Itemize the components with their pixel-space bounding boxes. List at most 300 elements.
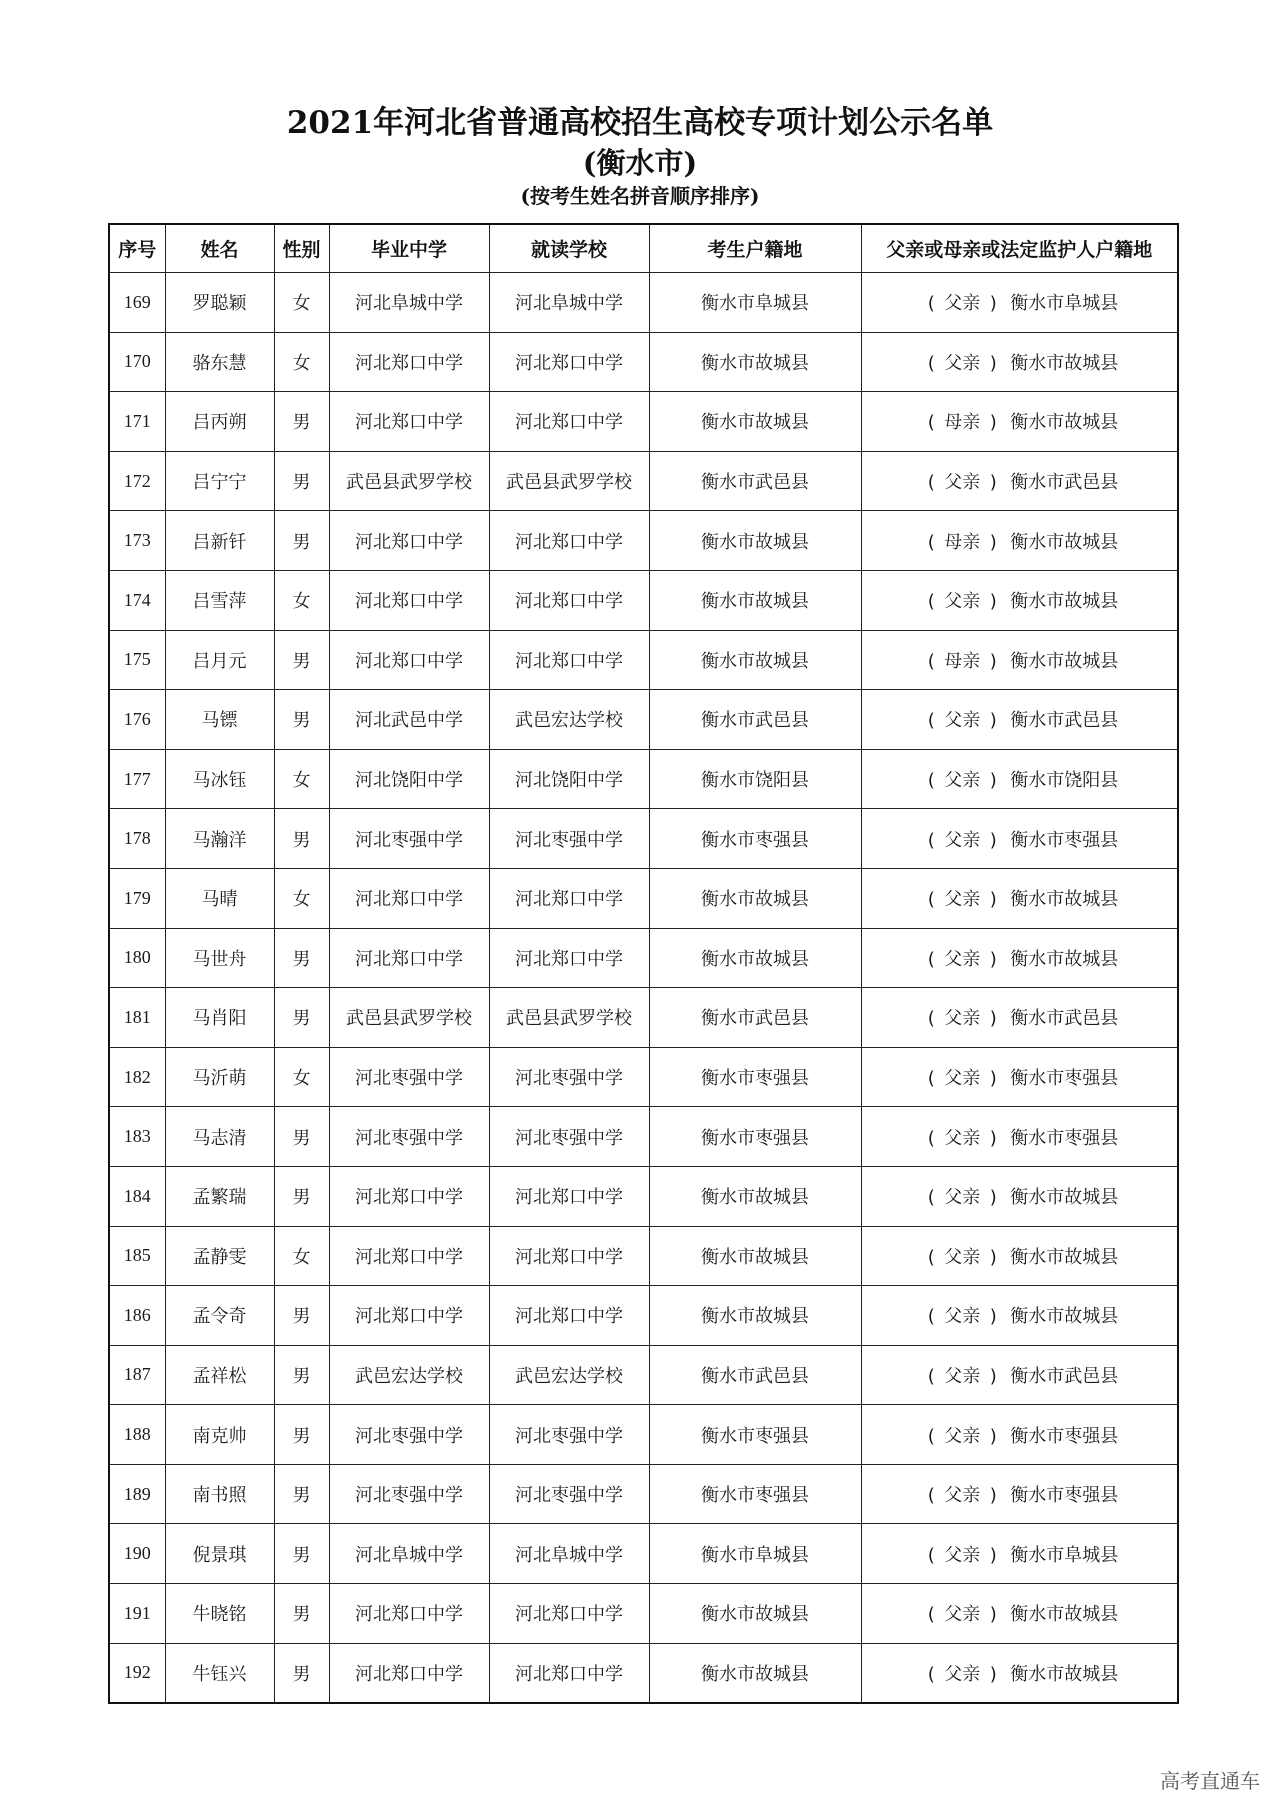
row-no-cell: 192 xyxy=(109,1643,165,1703)
row-guardian-cell xyxy=(861,868,1178,928)
row-guardian-cell xyxy=(861,570,1178,630)
row-name-cell: 吕丙朔 xyxy=(165,392,274,452)
row-hukou-cell: 衡水市故城县 xyxy=(649,868,861,928)
row-name-cell: 马肖阳 xyxy=(165,988,274,1048)
row-no-cell: 177 xyxy=(109,749,165,809)
row-guardian-cell xyxy=(861,630,1178,690)
guardian-info xyxy=(920,1243,1118,1269)
guardian-place: 衡水市故城县 xyxy=(1010,412,1119,434)
guardian-paren-open: ( xyxy=(927,531,935,553)
row-current-school-cell: 武邑宏达学校 xyxy=(489,1345,649,1405)
row-guardian-cell xyxy=(861,392,1178,452)
row-grad-school-cell: 河北郑口中学 xyxy=(329,928,489,988)
guardian-paren-close: ) xyxy=(989,412,997,434)
table-row xyxy=(109,332,1178,392)
guardian-place: 衡水市故城县 xyxy=(1010,1604,1119,1626)
guardian-paren-open: ( xyxy=(927,770,935,792)
guardian-info xyxy=(920,587,1118,613)
row-name-cell: 骆东慧 xyxy=(165,332,274,392)
row-name-cell: 吕宁宁 xyxy=(165,451,274,511)
row-grad-school-cell: 河北枣强中学 xyxy=(329,809,489,869)
row-guardian-cell xyxy=(861,690,1178,750)
guardian-paren-close: ) xyxy=(989,1425,997,1447)
table-row xyxy=(109,749,1178,809)
row-guardian-cell xyxy=(861,332,1178,392)
guardian-relation: 父亲 xyxy=(944,1246,981,1268)
row-gender-cell: 男 xyxy=(274,809,329,869)
row-no-cell: 188 xyxy=(109,1405,165,1465)
table-body xyxy=(109,273,1178,1704)
row-no-cell: 183 xyxy=(109,1107,165,1167)
row-guardian-cell xyxy=(861,1643,1178,1703)
guardian-paren-close: ) xyxy=(989,1544,997,1566)
guardian-paren-close: ) xyxy=(989,650,997,672)
header-no: 序号 xyxy=(109,224,165,273)
row-guardian-cell xyxy=(861,1107,1178,1167)
header-hukou: 考生户籍地 xyxy=(649,224,861,273)
guardian-place: 衡水市故城县 xyxy=(1010,352,1119,374)
row-no-cell: 191 xyxy=(109,1584,165,1644)
guardian-place: 衡水市故城县 xyxy=(1010,889,1119,911)
row-hukou-cell: 衡水市枣强县 xyxy=(649,1107,861,1167)
row-no-cell: 185 xyxy=(109,1226,165,1286)
row-hukou-cell: 衡水市饶阳县 xyxy=(649,749,861,809)
row-name-cell: 孟令奇 xyxy=(165,1286,274,1346)
row-grad-school-cell: 河北郑口中学 xyxy=(329,511,489,571)
row-gender-cell: 男 xyxy=(274,1107,329,1167)
table-row xyxy=(109,570,1178,630)
row-no-cell: 176 xyxy=(109,690,165,750)
document-subtitle: (衡水市) xyxy=(582,146,698,180)
row-hukou-cell: 衡水市故城县 xyxy=(649,1643,861,1703)
row-gender-cell: 男 xyxy=(274,1584,329,1644)
guardian-place: 衡水市阜城县 xyxy=(1010,1544,1119,1566)
guardian-paren-open: ( xyxy=(927,1425,935,1447)
guardian-place: 衡水市武邑县 xyxy=(1010,1008,1119,1030)
row-hukou-cell: 衡水市武邑县 xyxy=(649,690,861,750)
guardian-info xyxy=(920,1422,1118,1448)
guardian-relation: 父亲 xyxy=(944,472,981,494)
row-gender-cell: 男 xyxy=(274,1345,329,1405)
row-grad-school-cell: 武邑县武罗学校 xyxy=(329,988,489,1048)
guardian-info xyxy=(920,1064,1118,1090)
row-current-school-cell: 河北枣强中学 xyxy=(489,1405,649,1465)
row-current-school-cell: 河北阜城中学 xyxy=(489,273,649,333)
table-row xyxy=(109,1643,1178,1703)
guardian-paren-close: ) xyxy=(989,1246,997,1268)
table-row xyxy=(109,1464,1178,1524)
guardian-relation: 父亲 xyxy=(944,1365,981,1387)
row-hukou-cell: 衡水市枣强县 xyxy=(649,1405,861,1465)
guardian-info xyxy=(920,885,1118,911)
guardian-paren-open: ( xyxy=(927,948,935,970)
row-gender-cell: 男 xyxy=(274,1166,329,1226)
row-name-cell: 吕新钎 xyxy=(165,511,274,571)
row-current-school-cell: 河北郑口中学 xyxy=(489,1166,649,1226)
guardian-paren-close: ) xyxy=(989,829,997,851)
guardian-info xyxy=(920,1004,1118,1030)
row-guardian-cell xyxy=(861,1047,1178,1107)
guardian-place: 衡水市故城县 xyxy=(1010,1306,1119,1328)
guardian-paren-close: ) xyxy=(989,1187,997,1209)
row-grad-school-cell: 河北郑口中学 xyxy=(329,1286,489,1346)
row-name-cell: 南书照 xyxy=(165,1464,274,1524)
row-no-cell: 174 xyxy=(109,570,165,630)
row-no-cell: 170 xyxy=(109,332,165,392)
table-row xyxy=(109,273,1178,333)
row-grad-school-cell: 河北饶阳中学 xyxy=(329,749,489,809)
row-gender-cell: 男 xyxy=(274,511,329,571)
row-hukou-cell: 衡水市武邑县 xyxy=(649,451,861,511)
row-hukou-cell: 衡水市枣强县 xyxy=(649,809,861,869)
guardian-info xyxy=(920,1481,1118,1507)
watermark: 高考直通车 xyxy=(1160,1769,1260,1793)
guardian-paren-open: ( xyxy=(927,293,935,315)
guardian-paren-open: ( xyxy=(927,889,935,911)
row-gender-cell: 男 xyxy=(274,1524,329,1584)
row-no-cell: 181 xyxy=(109,988,165,1048)
guardian-paren-close: ) xyxy=(989,1127,997,1149)
row-no-cell: 186 xyxy=(109,1286,165,1346)
guardian-relation: 父亲 xyxy=(944,1008,981,1030)
guardian-info xyxy=(920,1183,1118,1209)
row-guardian-cell xyxy=(861,749,1178,809)
guardian-paren-close: ) xyxy=(989,1068,997,1090)
row-guardian-cell xyxy=(861,451,1178,511)
row-gender-cell: 女 xyxy=(274,1226,329,1286)
guardian-relation: 父亲 xyxy=(944,1604,981,1626)
guardian-relation: 父亲 xyxy=(944,591,981,613)
row-current-school-cell: 武邑宏达学校 xyxy=(489,690,649,750)
row-grad-school-cell: 河北阜城中学 xyxy=(329,273,489,333)
guardian-paren-close: ) xyxy=(989,591,997,613)
guardian-paren-open: ( xyxy=(927,472,935,494)
row-name-cell: 孟静雯 xyxy=(165,1226,274,1286)
guardian-paren-close: ) xyxy=(989,531,997,553)
row-no-cell: 187 xyxy=(109,1345,165,1405)
guardian-info xyxy=(920,1302,1118,1328)
guardian-paren-open: ( xyxy=(927,352,935,374)
row-guardian-cell xyxy=(861,1166,1178,1226)
guardian-paren-open: ( xyxy=(927,1604,935,1626)
row-hukou-cell: 衡水市枣强县 xyxy=(649,1047,861,1107)
row-gender-cell: 男 xyxy=(274,1464,329,1524)
row-name-cell: 罗聪颖 xyxy=(165,273,274,333)
guardian-paren-open: ( xyxy=(927,1008,935,1030)
row-grad-school-cell: 河北郑口中学 xyxy=(329,392,489,452)
guardian-relation: 父亲 xyxy=(944,948,981,970)
row-gender-cell: 男 xyxy=(274,988,329,1048)
row-no-cell: 189 xyxy=(109,1464,165,1524)
row-grad-school-cell: 河北枣强中学 xyxy=(329,1107,489,1167)
row-grad-school-cell: 河北郑口中学 xyxy=(329,1226,489,1286)
guardian-paren-open: ( xyxy=(927,1663,935,1685)
row-no-cell: 169 xyxy=(109,273,165,333)
row-name-cell: 马沂萌 xyxy=(165,1047,274,1107)
guardian-paren-close: ) xyxy=(989,889,997,911)
guardian-place: 衡水市枣强县 xyxy=(1010,1485,1119,1507)
guardian-info xyxy=(920,289,1118,315)
row-gender-cell: 男 xyxy=(274,1643,329,1703)
guardian-info xyxy=(920,468,1118,494)
guardian-info xyxy=(920,826,1118,852)
row-name-cell: 马镖 xyxy=(165,690,274,750)
guardian-place: 衡水市故城县 xyxy=(1010,531,1119,553)
guardian-paren-close: ) xyxy=(989,1365,997,1387)
row-name-cell: 马晴 xyxy=(165,868,274,928)
row-guardian-cell xyxy=(861,511,1178,571)
row-grad-school-cell: 武邑县武罗学校 xyxy=(329,451,489,511)
row-grad-school-cell: 河北郑口中学 xyxy=(329,1166,489,1226)
table-row xyxy=(109,1405,1178,1465)
guardian-paren-open: ( xyxy=(927,829,935,851)
row-no-cell: 190 xyxy=(109,1524,165,1584)
row-grad-school-cell: 河北郑口中学 xyxy=(329,1584,489,1644)
row-hukou-cell: 衡水市故城县 xyxy=(649,1286,861,1346)
guardian-place: 衡水市武邑县 xyxy=(1010,710,1119,732)
row-hukou-cell: 衡水市故城县 xyxy=(649,392,861,452)
guardian-place: 衡水市枣强县 xyxy=(1010,1068,1119,1090)
guardian-relation: 父亲 xyxy=(944,1068,981,1090)
guardian-relation: 母亲 xyxy=(944,412,981,434)
row-no-cell: 180 xyxy=(109,928,165,988)
guardian-info xyxy=(920,706,1118,732)
row-current-school-cell: 河北郑口中学 xyxy=(489,1286,649,1346)
table-row xyxy=(109,1166,1178,1226)
guardian-relation: 父亲 xyxy=(944,770,981,792)
table-row xyxy=(109,392,1178,452)
row-no-cell: 182 xyxy=(109,1047,165,1107)
row-name-cell: 马志清 xyxy=(165,1107,274,1167)
row-grad-school-cell: 河北郑口中学 xyxy=(329,868,489,928)
table-row xyxy=(109,868,1178,928)
row-grad-school-cell: 河北枣强中学 xyxy=(329,1464,489,1524)
table-row xyxy=(109,809,1178,869)
row-current-school-cell: 河北郑口中学 xyxy=(489,511,649,571)
guardian-paren-close: ) xyxy=(989,472,997,494)
row-no-cell: 175 xyxy=(109,630,165,690)
row-name-cell: 吕雪萍 xyxy=(165,570,274,630)
guardian-paren-close: ) xyxy=(989,948,997,970)
row-gender-cell: 男 xyxy=(274,392,329,452)
row-current-school-cell: 武邑县武罗学校 xyxy=(489,451,649,511)
row-no-cell: 172 xyxy=(109,451,165,511)
table-row xyxy=(109,928,1178,988)
row-hukou-cell: 衡水市武邑县 xyxy=(649,1345,861,1405)
guardian-info xyxy=(920,1124,1118,1150)
row-guardian-cell xyxy=(861,1286,1178,1346)
guardian-paren-open: ( xyxy=(927,412,935,434)
guardian-relation: 母亲 xyxy=(944,531,981,553)
row-hukou-cell: 衡水市故城县 xyxy=(649,1166,861,1226)
row-name-cell: 南克帅 xyxy=(165,1405,274,1465)
row-name-cell: 马冰钰 xyxy=(165,749,274,809)
guardian-info xyxy=(920,1362,1118,1388)
header-grad-school: 毕业中学 xyxy=(329,224,489,273)
row-name-cell: 吕月元 xyxy=(165,630,274,690)
row-current-school-cell: 河北郑口中学 xyxy=(489,570,649,630)
row-hukou-cell: 衡水市枣强县 xyxy=(649,1464,861,1524)
table-row xyxy=(109,1524,1178,1584)
guardian-info xyxy=(920,766,1118,792)
row-gender-cell: 男 xyxy=(274,1405,329,1465)
row-current-school-cell: 河北郑口中学 xyxy=(489,868,649,928)
guardian-paren-open: ( xyxy=(927,1365,935,1387)
guardian-info xyxy=(920,1660,1118,1686)
row-grad-school-cell: 河北枣强中学 xyxy=(329,1047,489,1107)
guardian-info xyxy=(920,408,1118,434)
row-gender-cell: 女 xyxy=(274,868,329,928)
row-guardian-cell xyxy=(861,988,1178,1048)
guardian-paren-open: ( xyxy=(927,1246,935,1268)
row-current-school-cell: 河北枣强中学 xyxy=(489,1464,649,1524)
row-no-cell: 179 xyxy=(109,868,165,928)
guardian-relation: 父亲 xyxy=(944,889,981,911)
row-gender-cell: 男 xyxy=(274,630,329,690)
row-current-school-cell: 河北郑口中学 xyxy=(489,1226,649,1286)
row-gender-cell: 女 xyxy=(274,273,329,333)
guardian-paren-close: ) xyxy=(989,770,997,792)
row-hukou-cell: 衡水市故城县 xyxy=(649,511,861,571)
guardian-relation: 父亲 xyxy=(944,1485,981,1507)
table-row xyxy=(109,451,1178,511)
table-row xyxy=(109,1345,1178,1405)
guardian-info xyxy=(920,945,1118,971)
guardian-paren-close: ) xyxy=(989,352,997,374)
guardian-relation: 父亲 xyxy=(944,1187,981,1209)
header-name: 姓名 xyxy=(165,224,274,273)
row-current-school-cell: 河北枣强中学 xyxy=(489,1107,649,1167)
row-hukou-cell: 衡水市故城县 xyxy=(649,630,861,690)
guardian-relation: 父亲 xyxy=(944,1306,981,1328)
guardian-paren-open: ( xyxy=(927,591,935,613)
table-row xyxy=(109,1107,1178,1167)
row-hukou-cell: 衡水市故城县 xyxy=(649,928,861,988)
row-name-cell: 倪景琪 xyxy=(165,1524,274,1584)
row-guardian-cell xyxy=(861,1345,1178,1405)
header-current-school: 就读学校 xyxy=(489,224,649,273)
row-no-cell: 178 xyxy=(109,809,165,869)
guardian-relation: 父亲 xyxy=(944,352,981,374)
sort-note: (按考生姓名拼音顺序排序) xyxy=(520,184,760,208)
table-header-row xyxy=(109,224,1178,273)
guardian-paren-open: ( xyxy=(927,1306,935,1328)
header-guardian-hukou: 父亲或母亲或法定监护人户籍地 xyxy=(861,224,1178,273)
guardian-paren-open: ( xyxy=(927,1127,935,1149)
guardian-info xyxy=(920,528,1118,554)
row-gender-cell: 男 xyxy=(274,928,329,988)
guardian-paren-close: ) xyxy=(989,710,997,732)
row-gender-cell: 女 xyxy=(274,570,329,630)
table-row xyxy=(109,690,1178,750)
row-gender-cell: 男 xyxy=(274,1286,329,1346)
guardian-paren-close: ) xyxy=(989,1604,997,1626)
row-name-cell: 马世舟 xyxy=(165,928,274,988)
table-row xyxy=(109,1286,1178,1346)
row-name-cell: 马瀚洋 xyxy=(165,809,274,869)
row-gender-cell: 女 xyxy=(274,332,329,392)
row-current-school-cell: 武邑县武罗学校 xyxy=(489,988,649,1048)
header-gender: 性别 xyxy=(274,224,329,273)
guardian-place: 衡水市武邑县 xyxy=(1010,472,1119,494)
row-grad-school-cell: 河北武邑中学 xyxy=(329,690,489,750)
row-grad-school-cell: 河北枣强中学 xyxy=(329,1405,489,1465)
row-guardian-cell xyxy=(861,809,1178,869)
row-gender-cell: 女 xyxy=(274,1047,329,1107)
table-row xyxy=(109,1226,1178,1286)
guardian-paren-open: ( xyxy=(927,1068,935,1090)
guardian-relation: 父亲 xyxy=(944,1544,981,1566)
row-name-cell: 牛晓铭 xyxy=(165,1584,274,1644)
guardian-place: 衡水市故城县 xyxy=(1010,650,1119,672)
row-hukou-cell: 衡水市故城县 xyxy=(649,570,861,630)
row-gender-cell: 男 xyxy=(274,451,329,511)
guardian-paren-close: ) xyxy=(989,1008,997,1030)
guardian-paren-open: ( xyxy=(927,1544,935,1566)
row-guardian-cell xyxy=(861,928,1178,988)
row-hukou-cell: 衡水市阜城县 xyxy=(649,1524,861,1584)
guardian-paren-close: ) xyxy=(989,1663,997,1685)
table-row xyxy=(109,511,1178,571)
row-current-school-cell: 河北枣强中学 xyxy=(489,809,649,869)
guardian-relation: 父亲 xyxy=(944,293,981,315)
row-current-school-cell: 河北郑口中学 xyxy=(489,630,649,690)
row-gender-cell: 男 xyxy=(274,690,329,750)
guardian-place: 衡水市阜城县 xyxy=(1010,293,1119,315)
row-current-school-cell: 河北郑口中学 xyxy=(489,1584,649,1644)
row-guardian-cell xyxy=(861,1405,1178,1465)
row-guardian-cell xyxy=(861,1584,1178,1644)
guardian-relation: 母亲 xyxy=(944,650,981,672)
row-guardian-cell xyxy=(861,1464,1178,1524)
guardian-info xyxy=(920,349,1118,375)
row-hukou-cell: 衡水市故城县 xyxy=(649,332,861,392)
guardian-paren-close: ) xyxy=(989,293,997,315)
table-row xyxy=(109,1047,1178,1107)
guardian-relation: 父亲 xyxy=(944,1663,981,1685)
guardian-paren-close: ) xyxy=(989,1306,997,1328)
guardian-place: 衡水市故城县 xyxy=(1010,591,1119,613)
guardian-place: 衡水市故城县 xyxy=(1010,1663,1119,1685)
guardian-relation: 父亲 xyxy=(944,829,981,851)
guardian-place: 衡水市故城县 xyxy=(1010,1187,1119,1209)
row-name-cell: 孟祥松 xyxy=(165,1345,274,1405)
student-list-table xyxy=(108,223,1179,1704)
guardian-paren-open: ( xyxy=(927,650,935,672)
row-gender-cell: 女 xyxy=(274,749,329,809)
guardian-relation: 父亲 xyxy=(944,710,981,732)
row-grad-school-cell: 河北郑口中学 xyxy=(329,570,489,630)
row-hukou-cell: 衡水市故城县 xyxy=(649,1584,861,1644)
guardian-place: 衡水市故城县 xyxy=(1010,1246,1119,1268)
guardian-place: 衡水市枣强县 xyxy=(1010,829,1119,851)
row-hukou-cell: 衡水市故城县 xyxy=(649,1226,861,1286)
guardian-paren-open: ( xyxy=(927,710,935,732)
row-grad-school-cell: 河北郑口中学 xyxy=(329,630,489,690)
row-current-school-cell: 河北枣强中学 xyxy=(489,1047,649,1107)
row-no-cell: 184 xyxy=(109,1166,165,1226)
row-hukou-cell: 衡水市阜城县 xyxy=(649,273,861,333)
row-guardian-cell xyxy=(861,1524,1178,1584)
table-row xyxy=(109,1584,1178,1644)
row-grad-school-cell: 河北阜城中学 xyxy=(329,1524,489,1584)
guardian-place: 衡水市枣强县 xyxy=(1010,1127,1119,1149)
guardian-paren-open: ( xyxy=(927,1485,935,1507)
row-grad-school-cell: 河北郑口中学 xyxy=(329,332,489,392)
guardian-paren-close: ) xyxy=(989,1485,997,1507)
table-row xyxy=(109,630,1178,690)
guardian-paren-open: ( xyxy=(927,1187,935,1209)
